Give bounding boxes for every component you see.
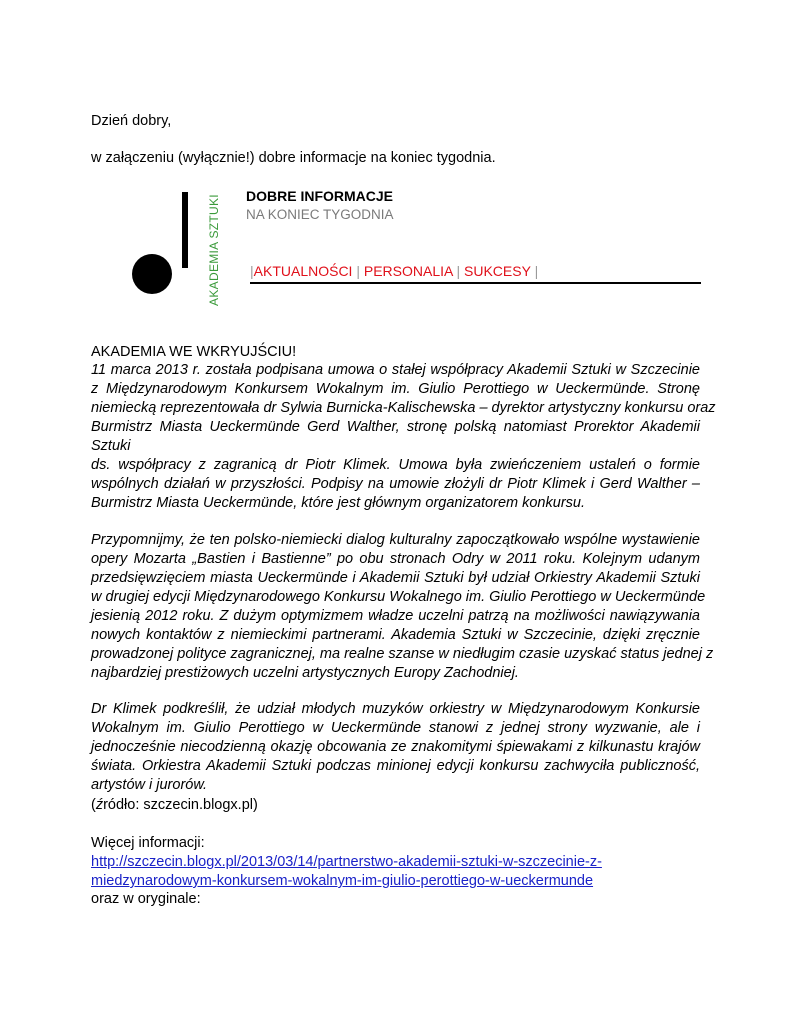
greeting: Dzień dobry, [91,113,172,129]
paragraph-line: 11 marca 2013 r. została podpisana umowa o stałej współpracy Akademii Sztuki w Szczecinie [91,362,700,378]
nav-separator: | [534,263,539,279]
nav-item-sukcesy[interactable]: SUKCESY [464,263,531,279]
article-paragraph-3 [91,700,700,795]
nav-item-personalia[interactable]: PERSONALIA [363,263,453,279]
more-info-label: Więcej informacji: [91,835,205,851]
paragraph-line: Sztuki [91,438,131,454]
paragraph-line: Dr Klimek podkreślił, że udział młodych muzyków orkiestry w Międzynarodowym Konkursie [91,701,700,717]
logo-dot-shape [132,254,172,294]
nav-separator: | [356,263,360,279]
header-divider [250,282,701,284]
newsletter-subtitle: NA KONIEC TYGODNIA [246,207,394,222]
source-note [91,796,258,814]
logo-text: AKADEMIA SZTUKI [207,194,221,306]
paragraph-line: Burmistrz Miasta Ueckermünde, które jest głównym organizatorem konkursu. [91,495,585,511]
paragraph-line: Przypomnijmy, że ten polsko-niemiecki dialog kulturalny zapoczątkowało wspólne wystawienie [91,532,700,548]
article-link[interactable]: http://szczecin.blogx.pl/2013/03/14/partnerstwo-akademii-sztuki-w-szczecinie-z- [91,854,602,870]
intro-text: w załączeniu (wyłącznie!) dobre informacje na koniec tygodnia. [91,150,496,166]
paragraph-line: jesienią 2012 roku. Z dużym optymizmem władze uczelni patrzą na możliwości nawiązywania [91,608,700,624]
more-info-link-line-2[interactable] [91,872,593,890]
paragraph-line: wspólnych działań w przyszłości. Podpisy na umowie złożyli dr Piotr Klimek i Gerd Walther – [91,476,700,492]
newsletter-title: DOBRE INFORMACJE [246,188,394,204]
newsletter-header [115,188,705,306]
paragraph-line: jednocześnie niecodzienną okazję obcowania ze znakomitymi śpiewakami z kilkunastu krajów [91,739,700,755]
logo-bar-shape [182,192,188,268]
original-label: oraz w oryginale: [91,891,201,907]
paragraph-line: niemiecką reprezentowała dr Sylwia Burnicka-Kalischewska – dyrektor artystyczny konkursu oraz [91,400,716,416]
paragraph-line: ds. współpracy z zagranicą dr Piotr Klimek. Umowa była zwieńczeniem ustaleń o formie [91,457,700,473]
paragraph-line: Burmistrz Miasta Ueckermünde Gerd Walther, stronę polską natomiast Prorektor Akademii [91,419,700,435]
article-heading: AKADEMIA WE WKRYUJŚCIU! [91,344,297,360]
nav-item-aktualnosci[interactable]: AKTUALNOŚCI [253,263,353,279]
nav-separator: | [456,263,461,279]
source-italic: ź [95,797,104,813]
nav-separator: | [250,263,254,279]
article-paragraph-2 [91,531,714,683]
article-paragraph-1 [91,361,716,513]
section-nav [250,263,538,279]
paragraph-line: świata. Orkiestra Akademii Sztuki podczas minionej edycji konkursu zachwyciła publiczność, [91,758,700,774]
paragraph-line: z Międzynarodowym Konkursem Wokalnym im. Giulio Perottiego w Ueckermünde. Stronę [91,381,700,397]
paragraph-line: prowadzonej polityce zagranicznej, ma realne szanse w niedługim czasie uzyskać status jednej z [91,646,714,662]
source-prefix: ( [91,797,96,813]
paragraph-line: w drugiej edycji Międzynarodowego Konkursu Wokalnego im. Giulio Perottiego w Ueckermünde [91,589,706,605]
paragraph-line: przedsięwzięciem miasta Ueckermünde i Akademii Sztuki był udział Orkiestry Akademii Sztuki [91,570,700,586]
paragraph-line: nowych kontaktów z niemieckimi partnerami. Akademia Sztuki w Szczecinie, dzięki zręcznie [91,627,700,643]
paragraph-line: najbardziej prestiżowych uczelni artystycznych Europy Zachodniej. [91,665,519,681]
more-info-link-line-1[interactable] [91,853,602,871]
paragraph-line: Wokalnym im. Giulio Perottiego w Ueckermünde stanowi z jednej strony wyzwanie, ale i [91,720,700,736]
paragraph-line: artystów i jurorów. [91,777,208,793]
article-link-continued[interactable]: miedzynarodowym-konkursem-wokalnym-im-giulio-perottiego-w-ueckermunde [91,873,594,889]
paragraph-line: opery Mozarta „Bastien i Bastienne” po obu stronach Odry w 2011 roku. Kolejnym udanym [91,551,700,567]
source-text: ródło: szczecin.blogx.pl) [103,797,258,813]
